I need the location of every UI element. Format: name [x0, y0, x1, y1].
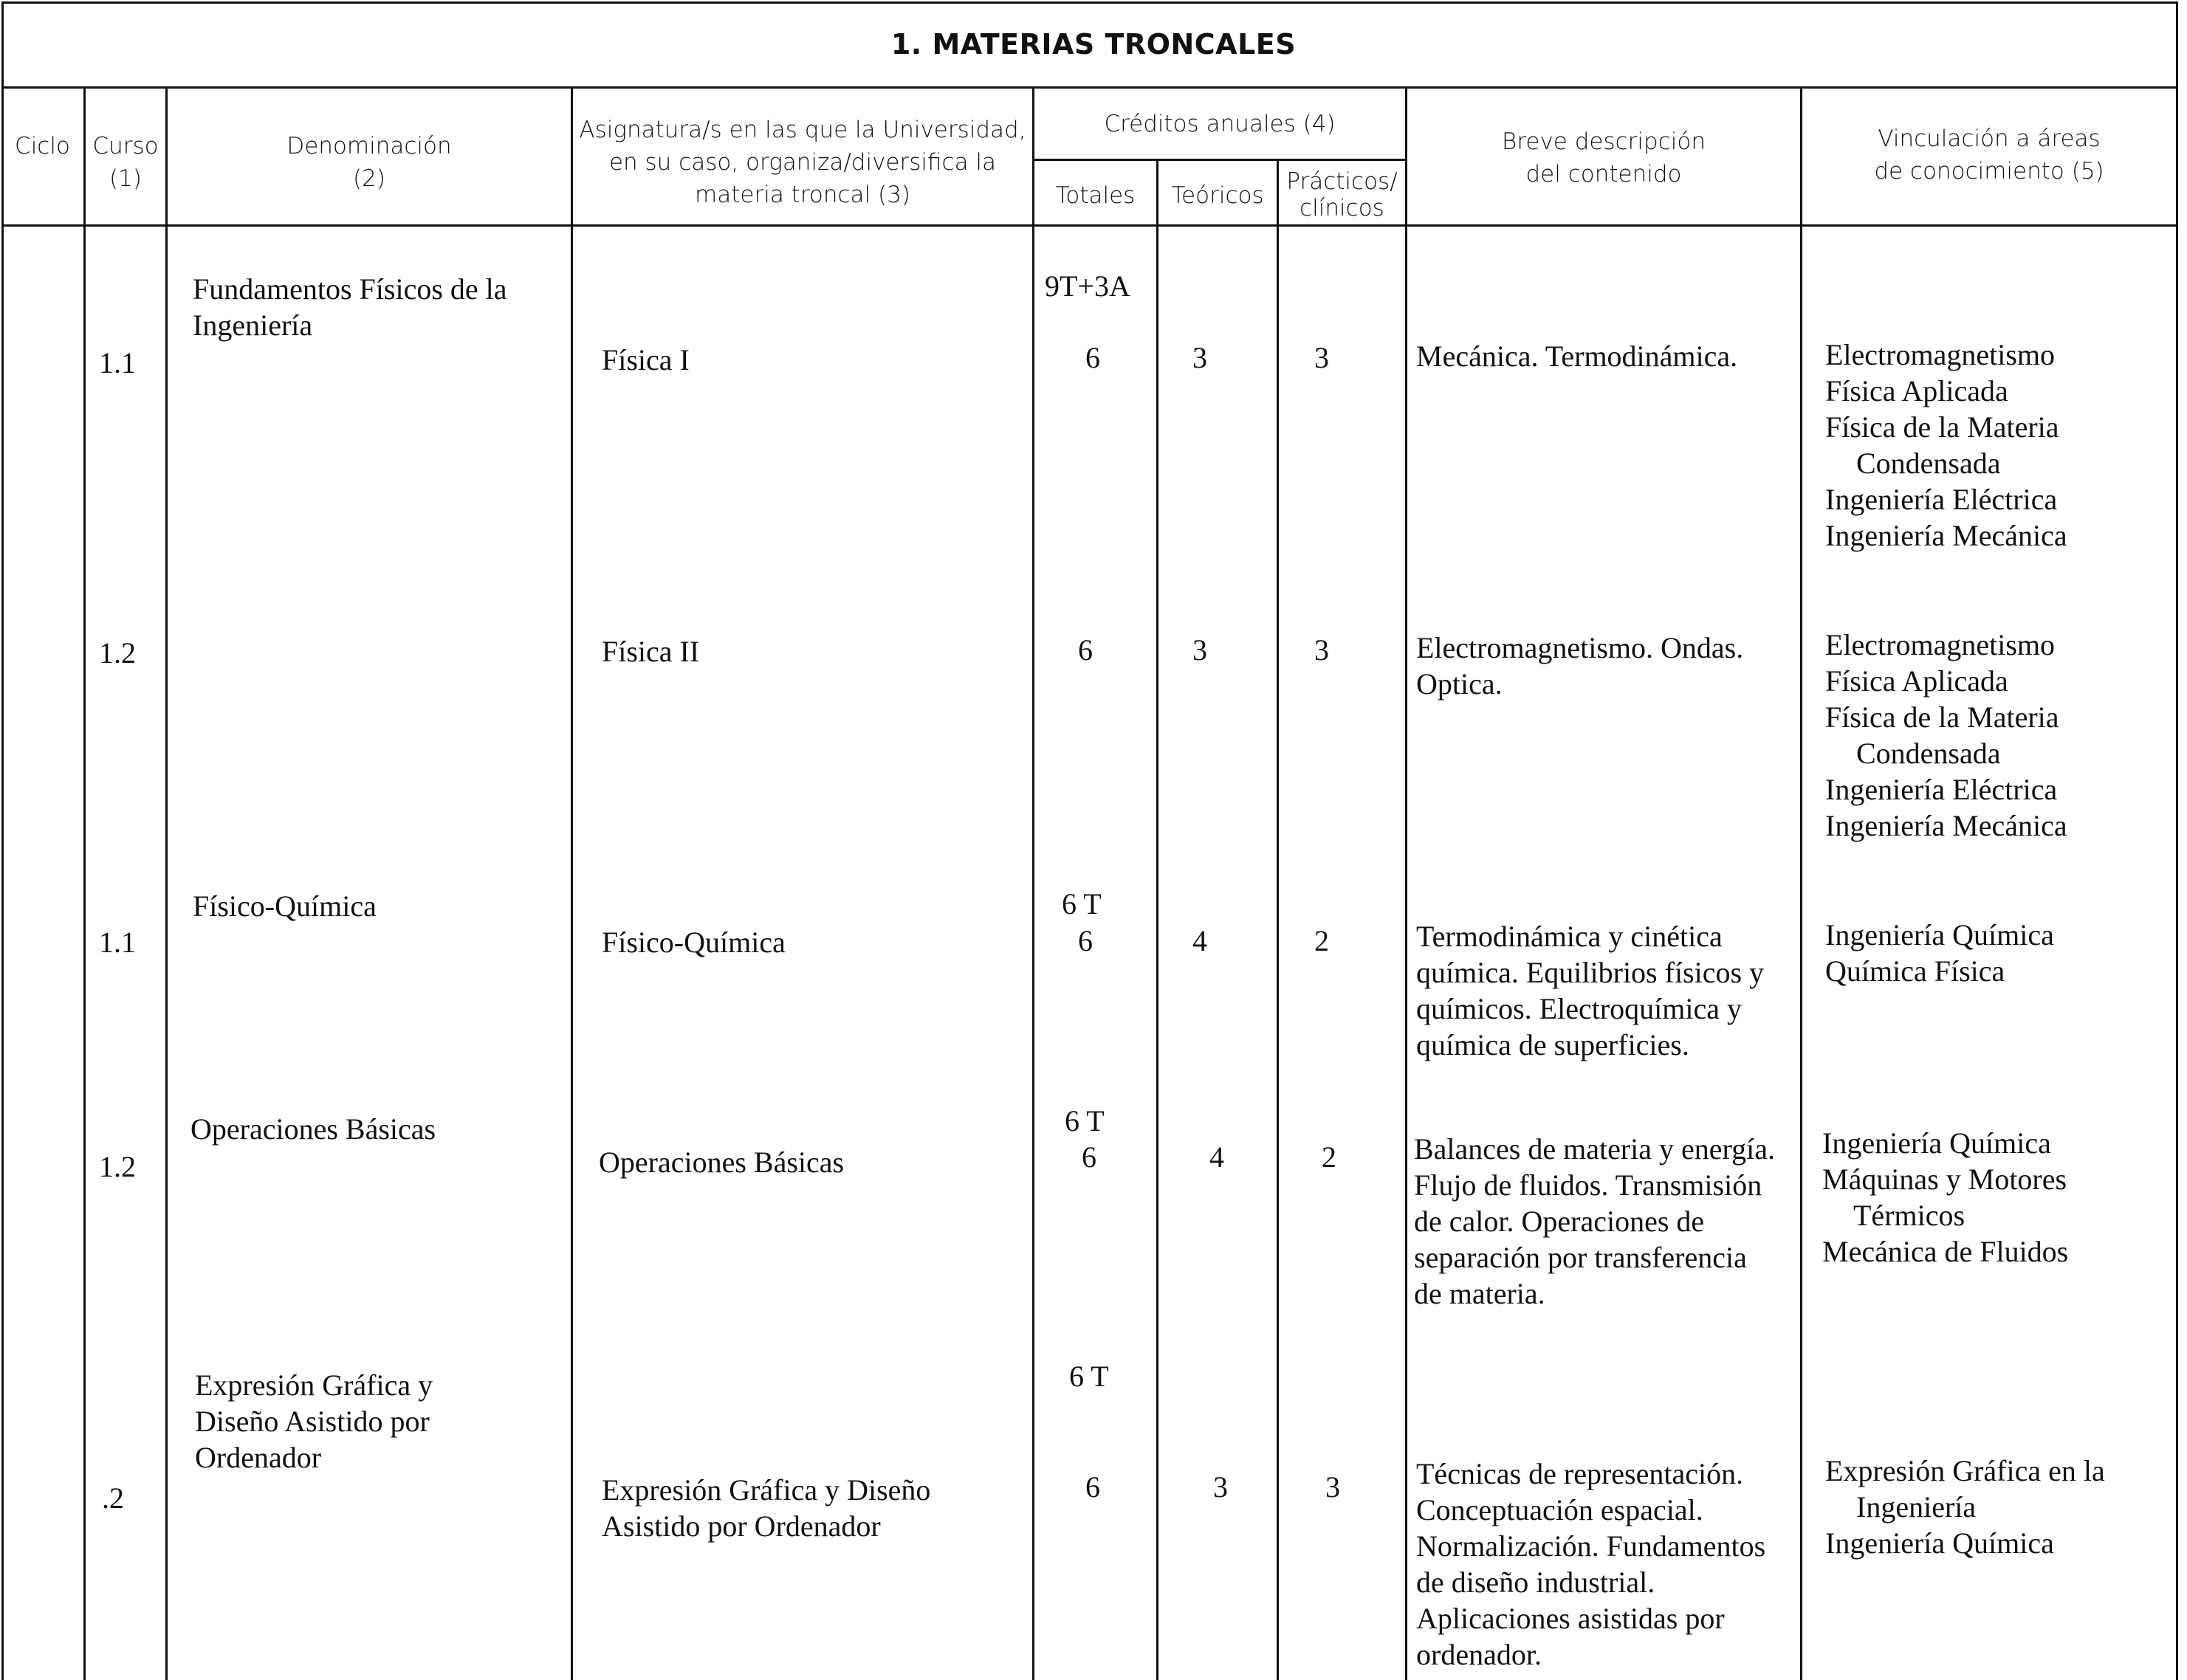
col-rule-asignatura	[1032, 86, 1034, 1680]
denominacion-line: Expresión Gráfica y	[195, 1369, 433, 1402]
asignatura-fisico-quimica: Físico-Química	[602, 926, 786, 959]
area-line: Expresión Gráfica en la	[1825, 1454, 2105, 1487]
practicos-expresion-grafica: 3	[1325, 1470, 1340, 1504]
header-curso-note: (1)	[109, 165, 142, 192]
area-line: Condensada	[1856, 737, 2001, 770]
descripcion-line: Mecánica. Termodinámica.	[1416, 340, 1738, 373]
descripcion-fisica-1	[1416, 338, 1737, 374]
teoricos-expresion-grafica: 3	[1213, 1470, 1228, 1504]
descripcion-line: Balances de materia y energía.	[1414, 1132, 1776, 1166]
creditos-sub-rule	[1032, 159, 1405, 161]
area-line: Física de la Materia	[1825, 410, 2059, 444]
header-denominacion	[168, 130, 571, 195]
areas-fisica-1	[1825, 337, 2067, 554]
practicos-fisica-1: 3	[1314, 341, 1329, 374]
asignatura-line: Asistido por Ordenador	[602, 1509, 881, 1543]
header-asignaturas-line2: en su caso, organiza/diversifica la	[608, 149, 997, 176]
col-rule-descripcion	[1800, 86, 1802, 1680]
area-line: Química Física	[1825, 954, 2005, 988]
denominacion-expresion-grafica	[195, 1367, 433, 1476]
denominacion-line: Fundamentos Físicos de la	[193, 272, 507, 306]
descripcion-line: separación por transferencia	[1414, 1241, 1747, 1274]
practicos-operaciones: 2	[1322, 1140, 1336, 1174]
teoricos-fisico-quimica: 4	[1192, 924, 1207, 957]
asignatura-operaciones: Operaciones Básicas	[599, 1146, 845, 1179]
header-curso	[86, 130, 165, 195]
area-line: Electromagnetismo	[1825, 628, 2056, 661]
descripcion-line: química de superficies.	[1416, 1028, 1689, 1061]
descripcion-line: química. Equilibrios físicos y	[1416, 956, 1765, 989]
title-bottom-rule	[1, 86, 2178, 89]
descripcion-line: químicos. Electroquímica y	[1416, 992, 1742, 1025]
area-line: Electromagnetismo	[1825, 338, 2056, 371]
creditos-header-fisico-quimica: 6 T	[1062, 887, 1102, 920]
area-line: Ingeniería Mecánica	[1825, 519, 2067, 552]
area-line: Ingeniería Química	[1825, 1526, 2054, 1560]
header-denominacion-label: Denominación	[286, 133, 452, 159]
asignatura-fisica-1: Física I	[602, 343, 690, 376]
denominacion-operaciones: Operaciones Básicas	[190, 1112, 436, 1146]
descripcion-fisico-quimica	[1416, 918, 1764, 1063]
creditos-header-fundamentos: 9T+3A	[1045, 269, 1130, 303]
header-teoricos: Teóricos	[1171, 182, 1264, 209]
header-asignaturas-line1: Asignatura/s en las que la Universidad,	[579, 117, 1026, 143]
descripcion-line: Aplicaciones asistidas por	[1416, 1602, 1725, 1635]
header-descripcion-line2: del contenido	[1525, 161, 1682, 187]
area-line: Ingeniería Química	[1822, 1126, 2051, 1160]
header-denominacion-note: (2)	[353, 165, 385, 192]
descripcion-line: de materia.	[1414, 1277, 1545, 1310]
header-bottom-rule	[1, 224, 2178, 227]
practicos-fisico-quimica: 2	[1314, 924, 1329, 957]
descripcion-line: Termodinámica y cinética	[1416, 920, 1723, 953]
teoricos-fisica-1: 3	[1192, 341, 1207, 374]
area-line: Ingeniería Eléctrica	[1825, 773, 2058, 806]
totales-expresion-grafica: 6	[1085, 1470, 1100, 1504]
descripcion-line: Flujo de fluidos. Transmisión	[1414, 1168, 1762, 1202]
teoricos-fisica-2: 3	[1192, 633, 1207, 667]
area-line: Ingeniería Química	[1825, 918, 2054, 951]
descripcion-expresion-grafica	[1416, 1456, 1765, 1673]
denominacion-line: Diseño Asistido por	[195, 1405, 430, 1438]
header-vinculacion	[1802, 123, 2176, 187]
area-line: Física Aplicada	[1825, 664, 2008, 698]
teoricos-operaciones: 4	[1209, 1140, 1224, 1174]
area-line: Física Aplicada	[1825, 374, 2008, 407]
header-curso-label: Curso	[92, 133, 159, 159]
descripcion-line: de diseño industrial.	[1416, 1566, 1655, 1599]
area-line: Ingeniería Eléctrica	[1825, 483, 2058, 516]
descripcion-operaciones	[1414, 1131, 1775, 1312]
area-line: Térmicos	[1853, 1199, 1965, 1232]
col-rule-ciclo	[83, 86, 86, 1680]
descripcion-line: Técnicas de representación.	[1416, 1457, 1744, 1490]
area-line: Ingeniería Mecánica	[1825, 809, 2067, 842]
descripcion-line: Conceptuación espacial.	[1416, 1493, 1703, 1526]
area-line: Mecánica de Fluidos	[1822, 1235, 2069, 1268]
practicos-fisica-2: 3	[1314, 633, 1329, 667]
asignatura-expresion-grafica	[602, 1472, 930, 1544]
header-descripcion-line1: Breve descripción	[1502, 128, 1706, 155]
descripcion-line: Optica.	[1416, 667, 1503, 700]
header-practicos	[1279, 168, 1405, 221]
creditos-header-operaciones: 6 T	[1065, 1104, 1105, 1137]
areas-operaciones	[1822, 1125, 2068, 1270]
descripcion-line: ordenador.	[1416, 1638, 1542, 1671]
area-line: Física de la Materia	[1825, 700, 2059, 734]
col-rule-practicos	[1405, 86, 1407, 1680]
creditos-header-expresion-grafica: 6 T	[1069, 1360, 1109, 1393]
descripcion-fisica-2	[1416, 630, 1743, 702]
header-descripcion	[1407, 125, 1800, 190]
descripcion-line: Normalización. Fundamentos	[1416, 1529, 1766, 1563]
descripcion-line: de calor. Operaciones de	[1414, 1205, 1705, 1238]
curso-fisica-1: 1.1	[99, 346, 136, 379]
curso-fisica-2: 1.2	[99, 636, 136, 669]
areas-fisico-quimica	[1825, 917, 2054, 989]
header-creditos: Créditos anuales (4)	[1104, 111, 1336, 137]
areas-fisica-2	[1825, 627, 2067, 844]
col-rule-denominacion	[571, 86, 573, 1680]
denominacion-fundamentos	[193, 271, 507, 343]
header-vinculacion-line1: Vinculación a áreas	[1878, 125, 2101, 152]
totales-operaciones: 6	[1082, 1140, 1096, 1174]
denominacion-line: Ordenador	[195, 1441, 322, 1474]
header-vinculacion-line2: de conocimiento (5)	[1874, 158, 2104, 185]
descripcion-line: Electromagnetismo. Ondas.	[1416, 631, 1744, 664]
header-ciclo: Ciclo	[15, 133, 70, 159]
curso-operaciones: 1.2	[99, 1150, 136, 1183]
col-rule-curso	[165, 86, 168, 1680]
asignatura-fisica-2: Física II	[602, 635, 700, 668]
col-rule-teoricos	[1277, 159, 1279, 1680]
totales-fisica-2: 6	[1078, 633, 1093, 667]
totales-fisica-1: 6	[1085, 341, 1100, 374]
header-totales: Totales	[1055, 182, 1136, 209]
header-asignaturas	[573, 114, 1032, 211]
curso-expresion-grafica: .2	[102, 1481, 124, 1515]
header-practicos-line1: Prácticos/	[1286, 168, 1398, 195]
col-rule-totales	[1156, 159, 1158, 1680]
header-asignaturas-line3: materia troncal (3)	[695, 182, 910, 208]
area-line: Condensada	[1856, 447, 2001, 480]
areas-expresion-grafica	[1825, 1453, 2105, 1561]
totales-fisico-quimica: 6	[1078, 924, 1093, 957]
area-line: Máquinas y Motores	[1822, 1163, 2067, 1196]
area-line: Ingeniería	[1856, 1490, 1977, 1524]
asignatura-line: Expresión Gráfica y Diseño	[602, 1473, 931, 1507]
table-title: 1. MATERIAS TRONCALES	[890, 28, 1297, 61]
header-practicos-line2: clínicos	[1300, 195, 1384, 221]
denominacion-line: Ingeniería	[193, 309, 313, 342]
curso-fisico-quimica: 1.1	[99, 926, 136, 959]
denominacion-fisico-quimica: Físico-Química	[193, 889, 377, 923]
